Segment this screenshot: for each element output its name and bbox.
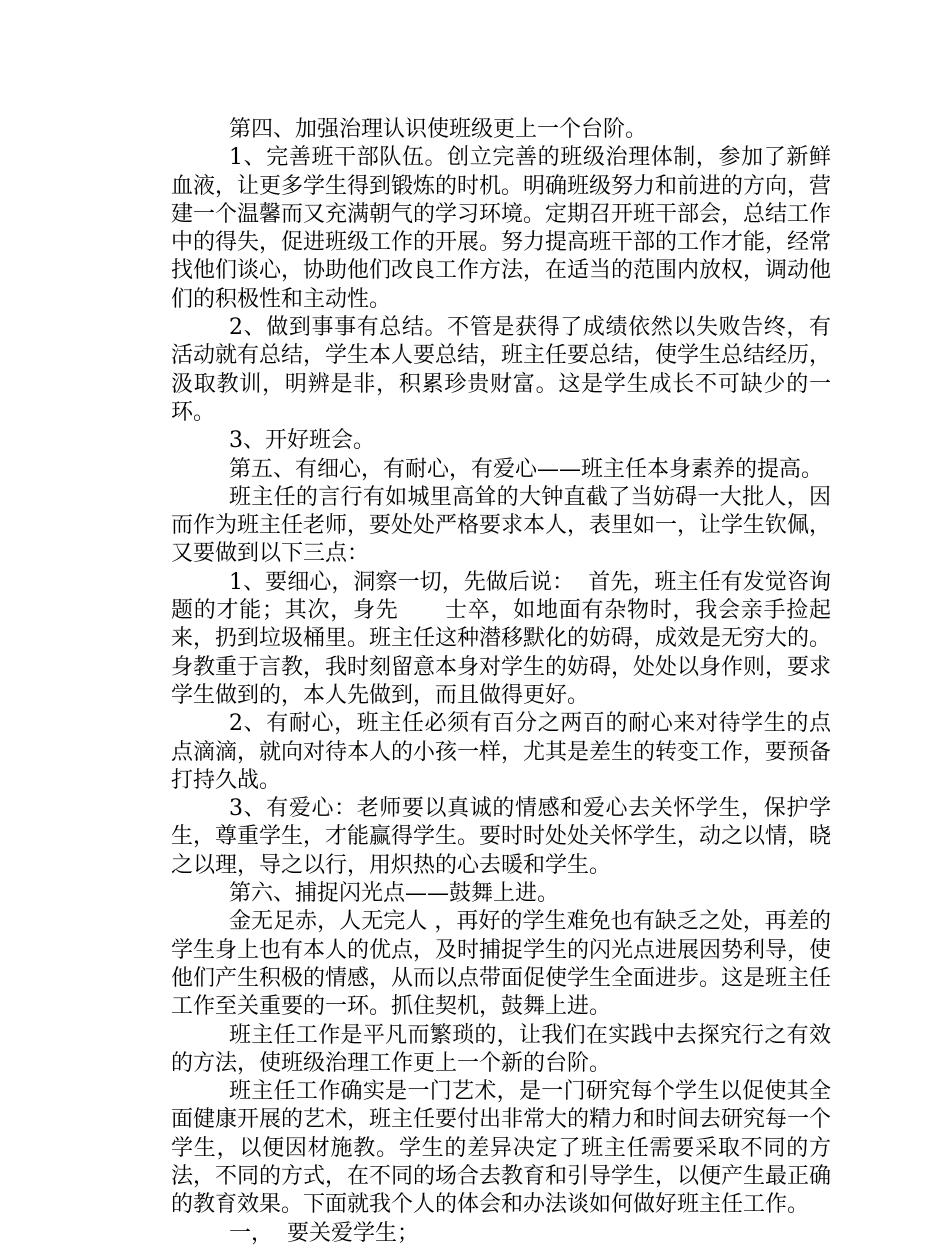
paragraph-body: 金无足赤，人无完人 ，再好的学生难免也有缺乏之处，再差的学生身上也有本人的优点，及时捕捉学生的闪光点进展因势利导，使他们产生积极的情感，从而以点带面促使学生全面进步。这是班主任工作至关重要的一环。抓住契机，鼓舞上进。	[171, 909, 832, 1020]
paragraph-item-1: 1、完善班干部队伍。创立完善的班级治理体制，参加了新鲜血液，让更多学生得到锻炼的时机。明确班级努力和前进的方向，营建一个温馨而又充满朝气的学习环境。定期召开班干部会，总结工作中的得失，促进班级工作的开展。努力提高班干部的工作才能，经常找他们谈心，协助他们改良工作方法，在适当的范围内放权，调动他们的积极性和主动性。	[171, 145, 832, 312]
paragraph-item-2: 2、有耐心，班主任必须有百分之两百的耐心来对待学生的点点滴滴，就向对待本人的小孩一样，尤其是差生的转变工作，要预备打持久战。	[171, 711, 832, 793]
paragraph-body: 班主任工作确实是一门艺术，是一门研究每个学生以促使其全面健康开展的艺术，班主任要付出非常大的精力和时间去研究每一个学生，以便因材施教。学生的差异决定了班主任需要采取不同的方法，不同的方式，在不同的场合去教育和引导学生，以便产生最正确的教育效果。下面就我个人的体会和办法谈如何做好班主任工作。	[171, 1079, 832, 1218]
paragraph-body: 班主任工作是平凡而繁琐的，让我们在实践中去探究行之有效的方法，使班级治理工作更上一个新的台阶。	[171, 1022, 831, 1076]
paragraph-body: 班主任的言行有如城里高耸的大钟直截了当妨碍一大批人，因而作为班主任老师，要处处严格要求本人，表里如一，让学生钦佩，又要做到以下三点：	[171, 484, 832, 567]
list-heading-1: 一， 要关爱学生；	[229, 1220, 419, 1246]
paragraph-item-3: 3、开好班会。	[229, 428, 375, 454]
document-body	[171, 116, 831, 1248]
section-heading-4: 第四、加强治理认识使班级更上一个台阶。	[229, 117, 648, 142]
section-heading-5: 第五、有细心，有耐心，有爱心——班主任本身素养的提高。	[229, 456, 824, 482]
section-heading-6: 第六、捕捉闪光点——鼓舞上进。	[229, 881, 560, 907]
paragraph-item-3: 3、有爱心：老师要以真诚的情感和爱心去关怀学生，保护学生，尊重学生，才能赢得学生。要时时处处关怀学生，动之以情，晓之以理，导之以行，用炽热的心去暖和学生。	[171, 796, 832, 878]
paragraph-item-1: 1、要细心，洞察一切，先做后说： 首先，班主任有发觉咨询题的才能；其次，身先 士卒，如地面有杂物时，我会亲手捡起来，扔到垃圾桶里。班主任这种潜移默化的妨碍，成效是无穷大的。身教重于言教，我时刻留意本身对学生的妨碍，处处以身作则，要求学生做到的，本人先做到，而且做得更好。	[171, 569, 832, 708]
paragraph-item-2: 2、做到事事有总结。不管是获得了成绩依然以失败告终，有活动就有总结，学生本人要总结，班主任要总结，使学生总结经历，汲取教训，明辨是非，积累珍贵财富。这是学生成长不可缺少的一环。	[171, 315, 832, 425]
